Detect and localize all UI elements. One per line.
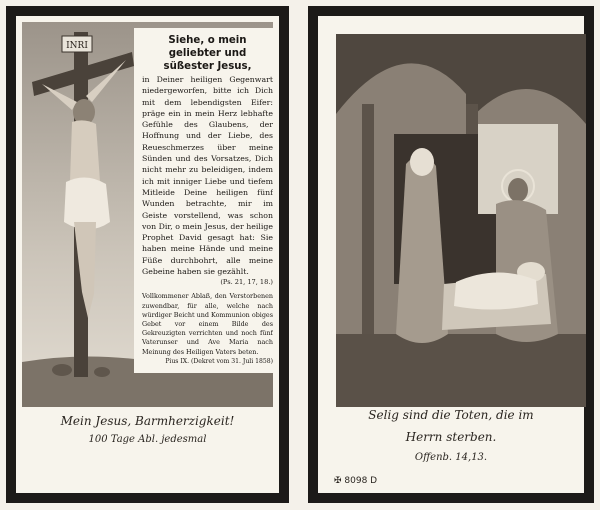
deathbed-illustration bbox=[336, 34, 586, 407]
psalm-reference: (Ps. 21, 17, 18.) bbox=[220, 278, 273, 287]
right-caption-line1: Selig sind die Toten, die im bbox=[368, 408, 534, 422]
right-card-paper bbox=[318, 16, 584, 493]
bible-reference: Offenb. 14,13. bbox=[414, 452, 488, 463]
right-caption-line2: Herrn sterben. bbox=[405, 430, 497, 444]
prayer-title: Siehe, o mein geliebter und süßester Jesus, bbox=[163, 35, 252, 72]
left-memorial-card bbox=[6, 6, 289, 503]
inri-plaque: INRI bbox=[66, 41, 88, 51]
left-caption-line1: Mein Jesus, Barmherzigkeit! bbox=[60, 414, 235, 428]
indulgence-note: Vollkommener Ablaß, den Verstorbenen zuwendbar, für alle, welche nach würdiger Beicht und Kommunion obiges Gebet vor einem Bilde des Gekreuzigten verrichten und noch fünf Vaterunser und Ave Maria nach Meinung des Heiligen Vaters beten. bbox=[142, 292, 273, 356]
left-card-paper bbox=[16, 16, 279, 493]
publisher-number: ✠ 8098 D bbox=[334, 476, 378, 486]
left-caption-line2: 100 Tage Abl. jedesmal bbox=[88, 434, 207, 445]
death-of-joseph-image bbox=[336, 34, 586, 407]
decree-reference: Pius IX. (Dekret vom 31. Juli 1858) bbox=[165, 357, 273, 365]
crucifixion-image bbox=[22, 22, 273, 407]
right-memorial-card bbox=[308, 6, 594, 503]
prayer-text-panel bbox=[134, 28, 273, 373]
prayer-body: in Deiner heiligen Gegenwart niedergeworfen, bitte ich Dich mit dem lebendigsten Eifer: präge ein in mein Herz lebhafte Gefühle des Glaubens, der Hoffnung und der Liebe, des Reueschmerzes über meine Sünden und des Vorsatzes, Dich nicht mehr zu beleidigen, indem ich mit inniger Liebe und tiefem Mitleide Deine heiligen fünf Wunden betrachte, mir im Geiste vorstellend, was schon von Dir, o mein Jesus, der heilige Prophet David gesagt hat: Sie haben meine Hände und meine Füße durchbohrt, alle meine Gebeine haben sie gezählt. bbox=[142, 75, 273, 277]
